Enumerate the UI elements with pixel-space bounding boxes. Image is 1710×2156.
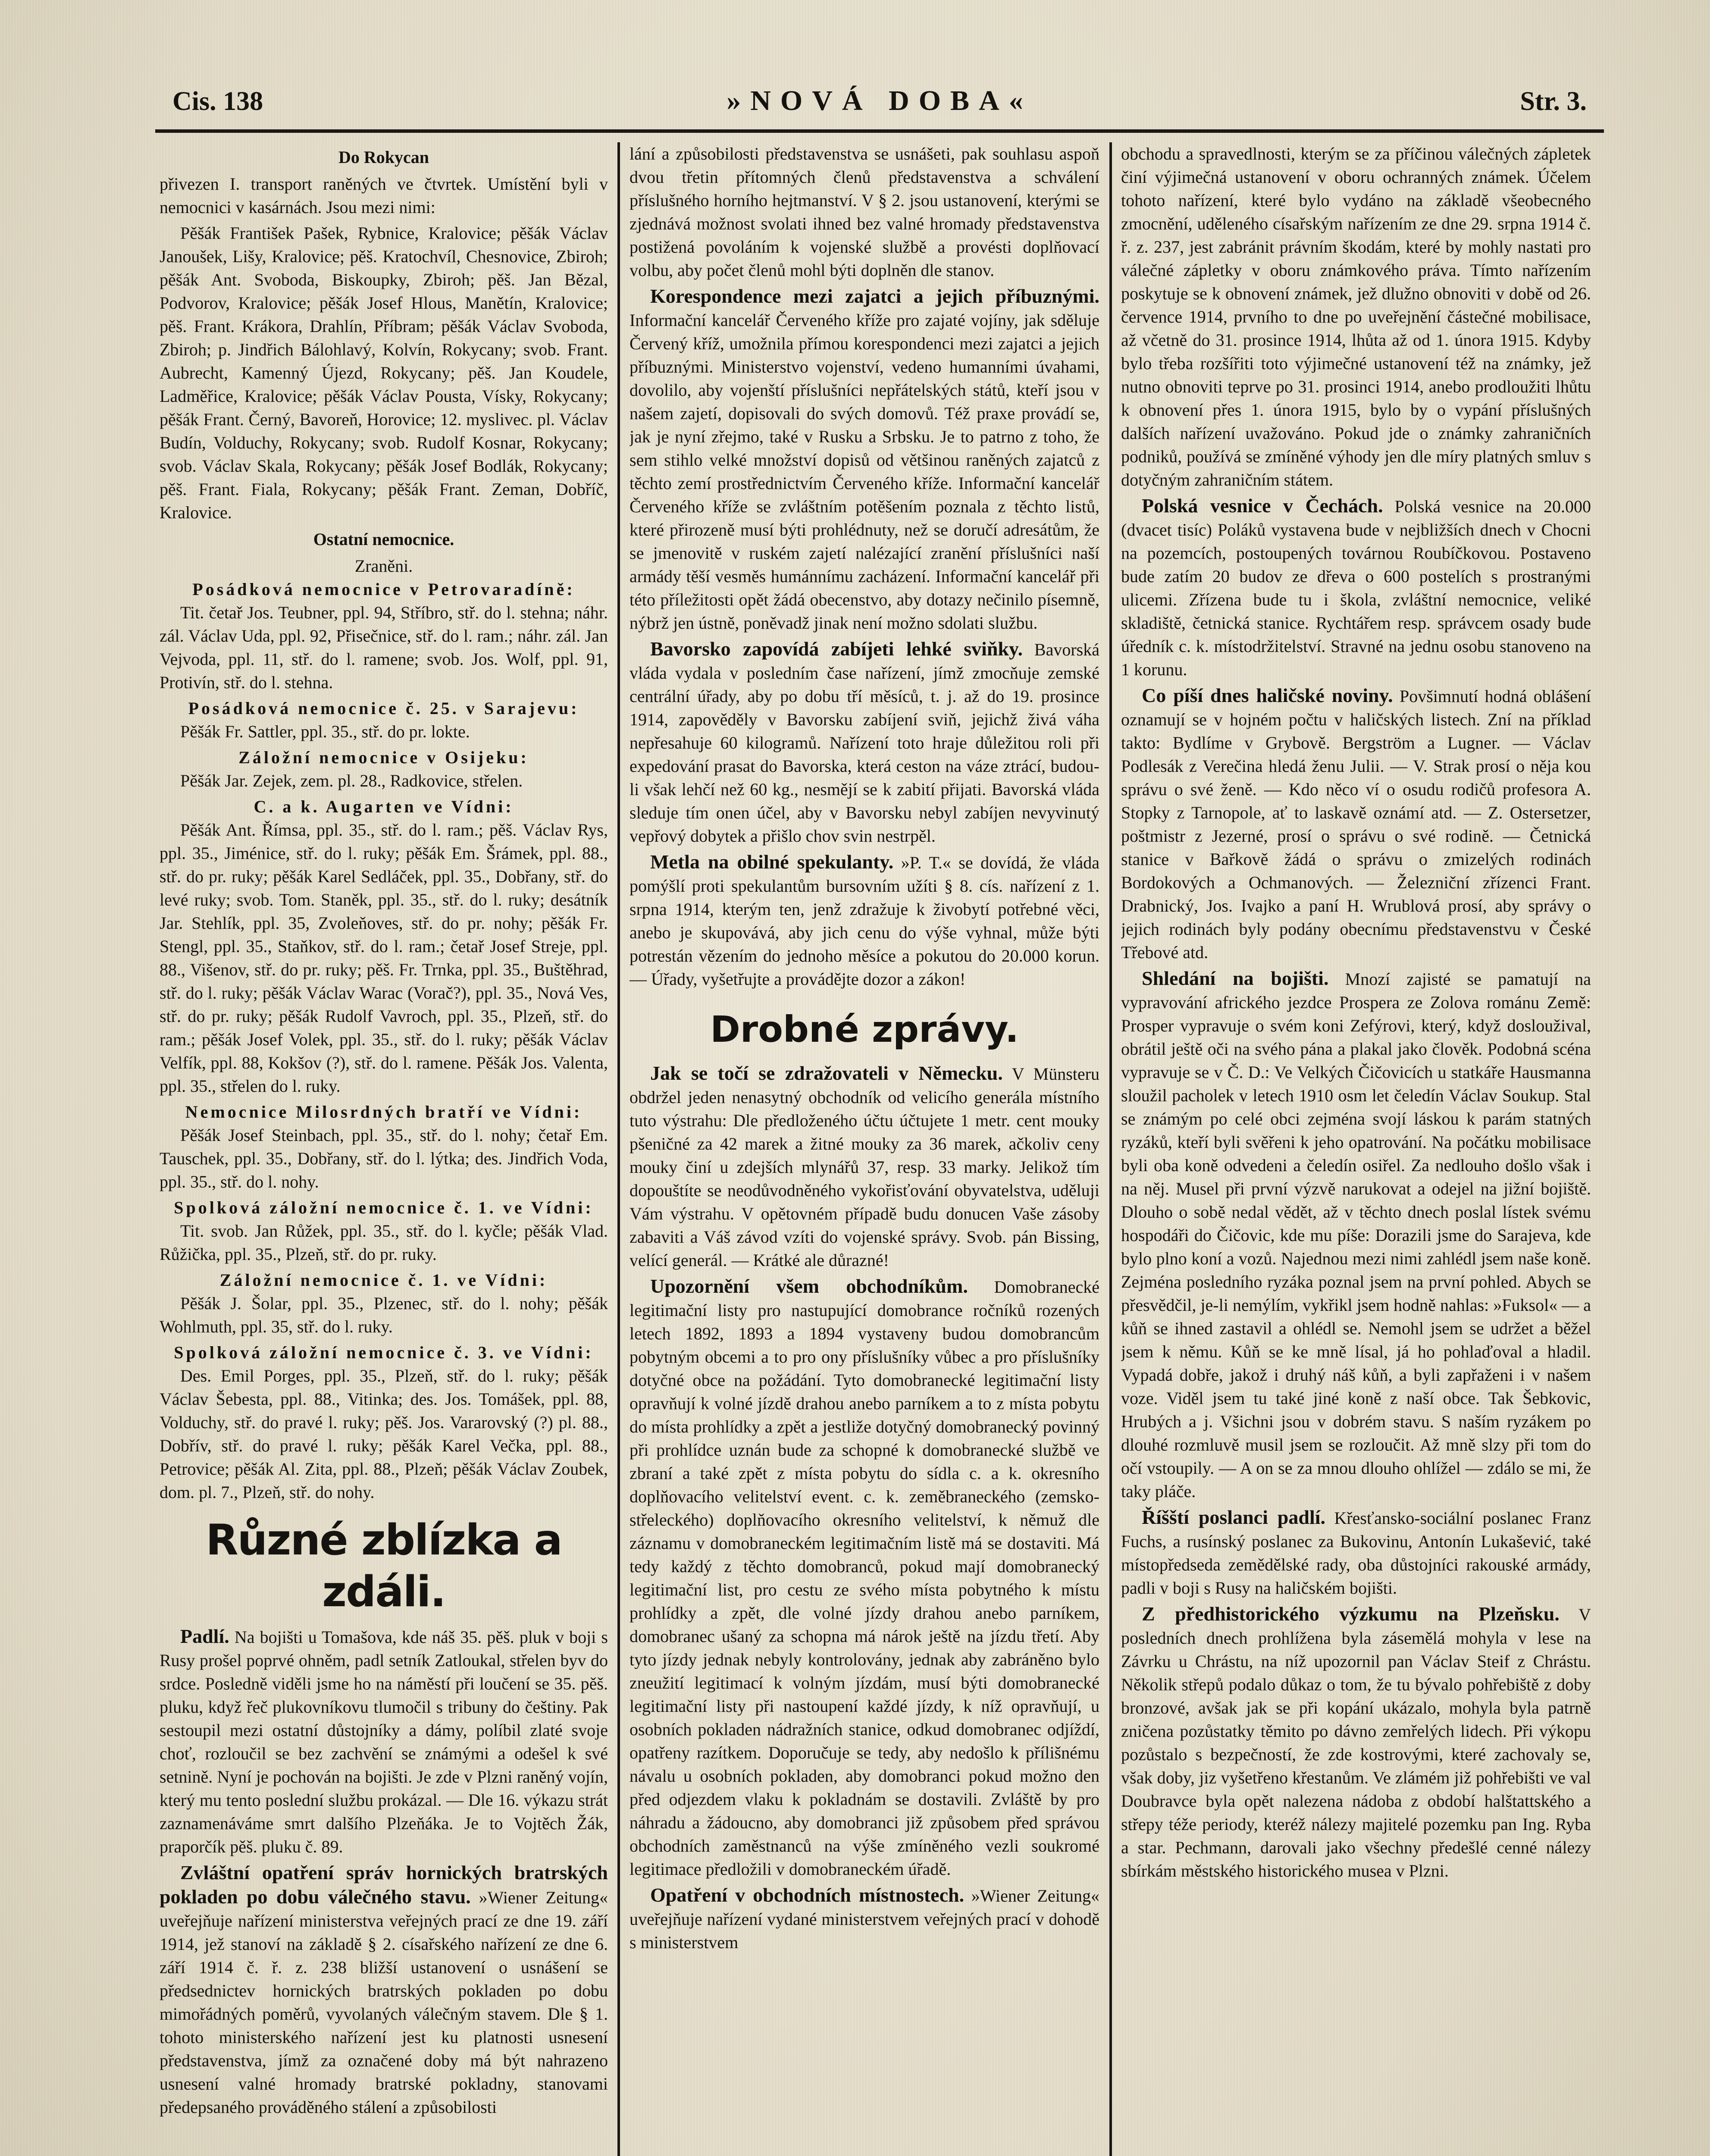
- casualty-list: Tit. svob. Jan Růžek, ppl. 35., stř. do l. kyčle; pěšák Vlad. Růžička, ppl. 35., Plzeň, stř. do pr. ruky.: [160, 1219, 608, 1266]
- article-text: obchodu a spravedlnosti, kterým se za příčinou válečných zápletek činí výjimečná ustanovení v oboru ochranných známek. Účelem tohoto nařízení, které bylo vydáno na základě všeobecného zmocnění, uděleného císařským nařízením ze dne 29. srpna 1914 č. ř. z. 237, jest zabránit právním škodám, které by mohly nastati pro válečné zápletky v oboru známkového práva. Tímto nařízením poskytuje se k obnovení známek, jež dlužno obnoviti v době od 26. července 1914, prvního to dne po uveřejnění částečné mobilisace, až včetně do 31. prosince 1914, lhůta až od 1. února 1915. Kdyby bylo třeba rozšířiti toto výjimečné ustanovení též na známky, jež nutno obnoviti teprve po 31. prosinci 1914, anebo prodloužiti lhůtu k obnovení přes 1. února 1915, bylo by o vypání příslušných dalších nařízení uvažováno. Pokud jde o známky zahraničních podniků, používá se zmíněné výhody jen dle míry platných smluv s dotyčným zahraničním státem.: [1121, 142, 1591, 492]
- article-headline: Jak se točí se zdražovateli v Německu.: [650, 1062, 1003, 1084]
- article-headline: Metla na obilné spekulanty.: [650, 851, 893, 873]
- hospital-heading: Záložní nemocnice č. 1. ve Vídni:: [160, 1269, 608, 1292]
- hospital-heading: Záložní nemocnice v Osijeku:: [160, 746, 608, 769]
- section-title: Různé zblízka a zdáli.: [160, 1514, 608, 1618]
- article-text: Křesťansko-sociální poslanec Franz Fuchs, a rusínský poslanec za Bukovinu, Antonín Lukašević, také místopředseda zemědělské rady, oba důstojníci rakouské armády, padli v boji s Rusy na haličském bojišti.: [1121, 1508, 1591, 1598]
- hospital-heading: Posádková nemocnice v Petrovaradíně:: [160, 578, 608, 601]
- article-headline: Z předhistorického výzkumu na Plzeňsku.: [1142, 1603, 1560, 1625]
- article-text: Informační kancelář Červeného kříže pro zajaté vojíny, jak sděluje Červený kříž, umožnila přímou korespondenci mezi zajatci a jejich příbuznými. Ministerstvo vojenství, vedeno humanními úvahami, dovolilo, aby vojenští příslušníci nepřátelských států, kteří jsou v našem zajetí, dopisovali do svých domovů. Též praxe provádí se, jak je nyní zřejmo, také v Rusku a Srbsku. Je to patrno z toho, že sem stihlo velké množství dopisů od většinou raněných zajatců z těchto zemí prostřednictvím Červeného kříže. Informační kancelář Červeného kříže se zvláštním potěšením poznala z těchto listů, které přirozeně musí býti prohlédnuty, než se doručí adresátům, že se jmenovitě v ruském zajetí nalézající zranění příslušníci naší armády těší vesměs humánnímu zacházení. Informační kancelář při této příležitosti opět žádá obecenstvo, aby dotazy nečinilo písemně, nýbrž jen ústně, poněvadž jinak není možno sdolati službu.: [630, 310, 1099, 633]
- hospital-heading: Spolková záložní nemocnice č. 1. ve Vídni:: [160, 1196, 608, 1219]
- article-text: V posledních dnech prohlížena byla zásemělá mohyla v lese na Závrku u Chrástu, na níž upozornil pan Václav Steif z Chrástu. Několik střepů podalo důkaz o tom, že tu bývalo pohřebiště z doby bronzové, avšak jak se při kopání ukázalo, mohyla byla patrně zničena pozůstatky těmito po dávno zemřelých lidech. Při výkopu pozůstalo s bezpečností, že zde kostrovými, které zachovaly se, však doby, jiz vyšetřeno křestanům. Ve zlámém již pohřebišti ve val Doubravce byla opět nalezena nádoba z období halštattského a střepy téže periody, kteréž nálezy majitelé pozemku pan Ing. Ryba a star. Pechmann, darovali jako všechny předešlé cenné nálezy sbírkám městského historického musea v Plzni.: [1121, 1605, 1591, 1880]
- subheading: Zraněni.: [160, 555, 608, 578]
- masthead-title: »NOVÁ DOBA«: [155, 85, 1604, 117]
- hospital-heading: Spolková záložní nemocnice č. 3. ve Vídni:: [160, 1341, 608, 1364]
- article-text: »P. T.« se dovídá, že vláda pomýšlí proti spekulantům bursovním užíti § 8. cís. nařízení z 1. srpna 1914, kterým ten, jenž zdražuje k živobytí potřebné věci, anebo je skupovává, aby jich cenu do výše vyhnal, může býti potrestán vězením do jednoho měsíce a pokutou do 20.000 korun. — Úřady, vyšetřujte a provádějte dozor a zákon!: [630, 853, 1099, 989]
- section-title: Drobné zprávy.: [630, 1006, 1099, 1053]
- article-headline: Upozornění všem obchodníkům.: [650, 1275, 968, 1297]
- page-number: Str. 3.: [1520, 86, 1587, 117]
- article-text: Na bojišti u Tomašova, kde náš 35. pěš. pluk v boji s Rusy prošel poprvé ohněm, padl setník Zatloukal, střelen byv do srdce. Posledně viděli jsme ho na náměstí při loučení se 35. pěš. pluku, když řeč plukovníkovu tlumočil s tribuny do češtiny. Pak sestoupil mezi ostatní důstojníky a dámy, políbil zlaté svoje choť, rozloučil se bez zachvění se známými a odešel k své setnině. Nyní je pochován na bojišti. Je zde v Plzni raněný vojín, který mu tento poslední službu prokázal. — Dle 16. výkazu strát zaznamenáváme smrt dalšího Plzeňáka. Je to Vojtěch Žák, praporčík pěš. pluku č. 89.: [160, 1627, 608, 1856]
- article-text: Mnozí zajisté se pamatují na vypravování afrického jezdce Prospera ze Zolova románu Země: Prosper vypravuje o svém koni Zefýrovi, který, když dosloužival, obrátil ještě oči na svého pána a plakal jako člověk. Podobná scéna vypravuje se v Č. D.: Ve Velkých Čičovicích u statkáře Hausmanna sloužil pacholek v letech 1910 osm let čeledín Václav Soukup. Stal se známým po celé obci zejména svojí láskou k parám statných ryzáků, kteří byli svěřeni k jeho opatrování. Na počátku mobilisace byli oba koně odvedeni a čeledín osiřel. Za nedlouho došlo však i na něj. Musel při první výzvě narukovat a odejel na jižní bojiště. Dlouho o sobě nedal vědět, až v těchto dnech poslal lístek svému hospodáři do Čičovic, kde mu píše: Dorazili jsme do Sarajeva, kde bylo plno koní a vozů. Najednou mezi nimi zahlédl jsem naše koně. Zejména posledního ryzáka poznal jsem na první pohled. Abych se přesvědčil, je-li nemýlím, vykřikl jsem hodně nahlas: »Fuksol« — a kůň se ihned zastavil a ohlédl se. Nemohl jsem se udržet a běžel jsem k němu. Kůň se ke mně lísal, já ho pohlaďoval a hladil. Vypadá dobře, jakož i druhý náš kůň, a byli zapřaženi i v našem voze. Viděl jsem tu také jiné koně z naší obce. Tak Šebkovic, Hrubých a j. Všichni jsou v dobrém stavu. S naším ryzákem po dlouhé rozmluvě musil jsem se rozloučit. Až mně slzy při tom do očí vstoupily. — A on se za mnou dlouho ohlížel — zdálo se mi, že taky pláče.: [1121, 969, 1591, 1501]
- article-headline: Polská vesnice v Čechách.: [1142, 495, 1383, 517]
- article-headline: Zvláštní opatření správ hornických bratrských pokladen po dobu válečného stavu.: [160, 1861, 608, 1908]
- hospital-heading: Nemocnice Milosrdných bratří ve Vídni:: [160, 1100, 608, 1124]
- casualty-list: Pěšák František Pašek, Rybnice, Kralovice; pěšák Václav Janoušek, Lišy, Kralovice; pěš. Kratochvíl, Chesnovice, Zbiroh; pěšák Ant. Svoboda, Biskoupky, Zbiroh; pěš. Jan Bězal, Podvorov, Kralovice; pěšák Josef Hlous, Manětín, Kralovice; pěš. Frant. Krákora, Drahlín, Příbram; pěšák Václav Svoboda, Zbiroh; p. Jindřich Bálohlavý, Kolvín, Rokycany; svob. Frant. Aubrecht, Kamenný Újezd, Rokycany; pěš. Jan Koudele, Ladměřice, Kralovice; pěšák Václav Pousta, Vísky, Rokycany; pěšák Frant. Černý, Bavoreň, Horovice; 12. myslivec. pl. Václav Budín, Volduchy, Rokycany; svob. Rudolf Kosnar, Rokycany; svob. Václav Skala, Rokycany; pěšák Josef Bodlák, Rokycany; pěš. Frant. Fiala, Rokycany; pěšák Frant. Zeman, Dobříč, Kralovice.: [160, 222, 608, 524]
- article-text: »Wiener Zeitung« uveřejňuje nařízení vydané ministerstvem veřejných prací v dohodě s ministerstvem: [630, 1886, 1099, 1952]
- article-headline: Co píší dnes haličské noviny.: [1142, 684, 1393, 706]
- article-headline: Opatření v obchodních místnostech.: [650, 1884, 964, 1906]
- article-headline: Shledání na bojišti.: [1142, 967, 1328, 989]
- casualty-list: Des. Emil Porges, ppl. 35., Plzeň, stř. do l. ruky; pěšák Václav Šebesta, ppl. 88., Vitinka; des. Jos. Tomášek, ppl. 88, Volduchy, stř. do pravé l. ruky; pěš. Jos. Vararovský (?) pl. 88., Dobřív, stř. do pravé l. ruky; pěšák Karel Večka, ppl. 88., Petrovice; pěšák Al. Zita, ppl. 88., Plzeň; pěšák Václav Zoubek, dom. pl. 7., Plzeň, stř. do nohy.: [160, 1364, 608, 1504]
- section-heading: Do Rokycan: [160, 146, 608, 169]
- article-text: lání a způsobilosti představenstva se usnášeti, pak souhlasu aspoň dvou třetin přítomných členů představenstva a schválení příslušného horního hejtmanství. V § 2. jsou ustanovení, kterými se zjednává možnost svolati ihned bez valné hromady představenstva postižená povoláním k vojenské službě a provésti doplňovací volbu, aby počet členů mohl býti doplněn dle stanov.: [630, 142, 1099, 282]
- casualty-list: Pěšák Fr. Sattler, ppl. 35., stř. do pr. lokte.: [160, 720, 608, 743]
- article-text: Povšimnutí hodná oblášení oznamují se v hojném počtu v haličských listech. Zní na příklad takto: Bydlíme v Grybově. Bergström a Lugner. — Václav Podlesák z Verečina hledá ženu Julii. — V. Strak prosí o něja kou správu o své ženě. — Kdo něco ví o osudu rodičů profesora A. Stopky z Tarnopole, ať to laskavě oznámí atd. — Z. Ostersetzer, poštmistr z Jezerné, prosí o správu o své rodině. — Četnická stanice v Bařkově žádá o správu o zmizelých rodinách Bordokových a Ochmanových. — Železniční zřízenci Frant. Drabnický, Jos. Ivajko a paní H. Wrublová prosí, aby správy o jejich rodinách byly podány obecnímu představenstvu v České Třebové atd.: [1121, 686, 1591, 962]
- casualty-list: Pěšák Jar. Zejek, zem. pl. 28., Radkovice, střelen.: [160, 769, 608, 793]
- section-heading: Ostatní nemocnice.: [160, 528, 608, 551]
- article-text: Polská vesnice na 20.000 (dvacet tisíc) Poláků vystavena bude v nejbližších dnech v Chocni na pozemcích, postoupených továrnou Roubíčkovou. Postaveno bude zatím 20 budov ze dřeva o 600 postelích s prostranými ulicemi. Zřízena bude tu i škola, zvláštní nemocnice, veliké skladiště, četnická stanice. Rychtářem resp. správcem osady bude úředník c. k. místodržitelství. Stravné na jednu osobu stanoveno na 1 korunu.: [1121, 497, 1591, 679]
- article-text: přivezen I. transport raněných ve čtvrtek. Umístění byli v nemocnici v kasárnách. Jsou mezi nimi:: [160, 172, 608, 219]
- hospital-heading: C. a k. Augarten ve Vídni:: [160, 795, 608, 818]
- article-text: Domobranecké legitimační listy pro nastupující domobrance ročníků rozených letech 1892, 1893 a 1894 vystaveny budou domobrancům pobytným obcemi a to pro ony příslušníky vůbec a pro příslušníky dotyčné obce na požádání. Tyto domobranecké legitimační listy opravňují k volné jízdě drahou anebo parníkem a to z místa pobytu do místa prohlídky a zpět a jestliže dotyčný domobranecký povinný při prohlídce uznán bude za schopné k domobranecké službě ve zbraní a také zpět z místa pobytu do sídla c. a k. okresního doplňovacího velitelství event. c. k. zeměbraneckého (zemsko-střeleckého) doplňovacího okresního velitelství, k němuž dle záznamu v domobraneckém legitimačním listě má se dostaviti. Má tedy každý z těchto domobranců, pokud mají domobranecký legitimační list, pro cestu ze svého místa pobytného k místu prohlídky a zpět, dle volné jízdy drahou anebo parníkem, domobranec ušaný za schopna má nárok ještě na jízdu třetí. Aby tyto jízdy jednak nebyly kontrolovány, jednak aby zabráněno bylo zneužití legitimací k volným jízdám, musí býti domobranecké legitimační listy při nastoupení každé jízdy, k níž opravňují, u osobních pokladen nádražních stanice, odkud domobranec odjíždí, opatřeny razítkem. Doporučuje se tedy, aby nedošlo k přílišnému návalu u osobních pokladen, aby domobranci pokud možno den před odjezdem vlaku k pokladnám se dostavili. Zvláště by pro náhradu a žádoucno, aby domobranci již způsobem před správou obchodních zaměstnanců na výše zmíněného vezli soukromé legitimace předložili v domobraneckém úřadě.: [630, 1277, 1099, 1879]
- casualty-list: Pěšák J. Šolar, ppl. 35., Plzenec, stř. do l. nohy; pěšák Wohlmuth, ppl. 35, stř. do l. ruky.: [160, 1292, 608, 1338]
- casualty-list: Tit. četař Jos. Teubner, ppl. 94, Stříbro, stř. do l. stehna; náhr. zál. Václav Uda, ppl. 92, Přisečnice, stř. do l. ram.; náhr. zál. Jan Vejvoda, ppl. 11, stř. do l. ramene; svob. Jos. Wolf, ppl. 91, Protivín, stř. do l. stehna.: [160, 601, 608, 694]
- casualty-list: Pěšák Ant. Římsa, ppl. 35., stř. do l. ram.; pěš. Václav Rys, ppl. 35., Jiménice, stř. do l. ruky; pěšák Em. Šrámek, ppl. 88., stř. do pr. ruky; pěšák Karel Sedláček, ppl. 35., Dobřany, stř. do levé ruky; svob. Tom. Staněk, ppl. 35., stř. do l. ruky; desátník Jar. Stehlík, ppl. 35, Zvoleňoves, stř. do pr. nohy; pěšák Fr. Stengl, ppl. 35., Staňkov, stř. do l. ram.; četař Josef Streje, ppl. 88., Višenov, stř. do pr. ruky; pěš. Fr. Trnka, ppl. 35., Buštěhrad, stř. do l. ruky; pěšák Václav Warac (Vorač?), ppl. 35., Nová Ves, stř. do pr. ruky; pěšák Rudolf Vavroch, ppl. 35., Plzeň, stř. do ram.; pěšák Josef Volek, ppl. 35., stř. do l. ruky; pěšák Václav Velfík, ppl. 88, Kokšov (?), stř. do l. ramene. Pěšák Jos. Valenta, ppl. 35., střelen do l. ruky.: [160, 818, 608, 1098]
- article-headline: Korespondence mezi zajatci a jejich příbuznými.: [650, 285, 1099, 307]
- article-headline: Padlí.: [180, 1625, 229, 1647]
- article-headline: Bavorsko zapovídá zabíjeti lehké sviňky.: [650, 638, 1023, 660]
- casualty-list: Pěšák Josef Steinbach, ppl. 35., stř. do l. nohy; četař Em. Tauschek, ppl. 35., Dobřany, stř. do l. lýtka; des. Jindřich Voda, ppl. 35., stř. do l. nohy.: [160, 1124, 608, 1194]
- article-headline: Říšští poslanci padlí.: [1142, 1506, 1325, 1528]
- issue-number: Cis. 138: [172, 86, 263, 117]
- hospital-heading: Posádková nemocnice č. 25. v Sarajevu:: [160, 697, 608, 720]
- article-text: »Wiener Zeitung« uveřejňuje nařízení ministerstva veřejných prací ze dne 19. září 1914, jež stanoví na základě § 2. císařského nařízení ze dne 6. září 1914 č. ř. z. 238 bližší ustanovení o usnášení se předsednictev hornických bratrských pokladen po dobu mimořádných poměrů, vyvolaných válečným stavem. Dle § 1. tohoto ministerského nařízení jest ku platnosti usnesení představenstva, jímž za označené doby má být nahrazeno usnesení valné hromady bratrské pokladny, stanovami předepsaného prováděného stálení a způsobilosti: [160, 1888, 608, 2117]
- article-text: Bavorská vláda vydala v posledním čase nařízení, jímž zmocňuje zemské centrální úřady, aby po dobu tří měsíců, t. j. až do 19. prosince 1914, zapověděly v Bavorsku zabíjení sviň, jejichž živá váha nepřesahuje 60 kilogramů. Nařízení toto hraje důležitou roli při expedování prasat do Bavorska, která ceston na váze ztrácí, budou-li však lehčí než 60 kg., nesmějí se k zabití přijati. Bavorská vláda sleduje tím onen účel, aby v Bavorsku nebyl zabíjen nevyvinutý vepřový dobytek a přišlo chov svin nestrpěl.: [630, 640, 1099, 846]
- article-text: V Münsteru obdržel jeden nenasytný obchodník od velicího generála místního tuto výstrahu: Dle předloženého účtu účtujete 1 metr. cent mouky pšeničné za 42 marek a žitné mouky za 36 marek, ačkoliv ceny mouky činí u zdejších mlynářů 37, resp. 33 marky. Jelikož tím dopouštíte se neodůvodněného vykořisťování obyvatelstva, uděluji Vám výstrahu. V opětovném případě budu donucen Vaše zásoby zabaviti a Váš závod vzíti do vojenské správy. Svob. pán Bissing, velící generál. — Krátké ale důrazné!: [630, 1064, 1099, 1270]
